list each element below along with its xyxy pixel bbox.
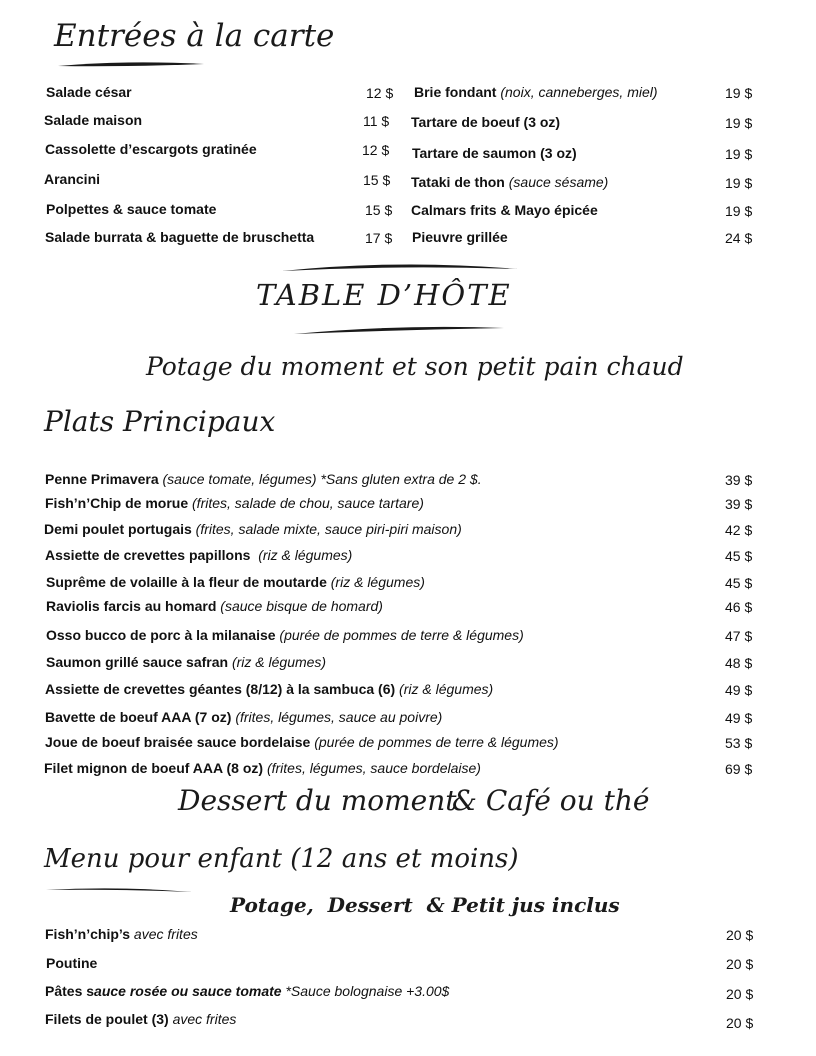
plat-name: Penne Primavera xyxy=(45,471,159,487)
plat-name: Raviolis farcis au homard xyxy=(46,598,217,614)
plat-name: Osso bucco de porc à la milanaise xyxy=(46,627,276,643)
plat-price: 39 $ xyxy=(725,472,753,488)
enfant-detail: avec frites xyxy=(130,926,198,942)
entree-name-text: Cassolette d’escargots gratinée xyxy=(45,141,257,157)
plat-price: 53 $ xyxy=(725,735,753,751)
plat-name: Assiette de crevettes géantes (8/12) à la sambuca (6) xyxy=(45,681,396,697)
entree-name-text: Tartare de saumon (3 oz) xyxy=(412,145,577,161)
entree-detail: (noix, canneberges, miel) xyxy=(500,84,658,100)
plat-item xyxy=(46,573,425,591)
plat-item xyxy=(46,653,326,671)
entree-name xyxy=(412,228,508,246)
cafe-text: & Café ou thé xyxy=(452,784,650,817)
entree-name xyxy=(411,113,560,131)
plat-detail: (sauce tomate, légumes) *Sans gluten extra de 2 $. xyxy=(158,471,482,487)
plat-detail: (frites, légumes, sauce bordelaise) xyxy=(263,760,481,776)
plat-price: 45 $ xyxy=(725,575,753,591)
enfant-name: Fish’n’chip’s xyxy=(45,926,131,942)
entree-name xyxy=(411,201,598,219)
enfant-price: 20 $ xyxy=(726,956,754,972)
entree-price: 19 $ xyxy=(725,115,753,131)
entree-price: 12 $ xyxy=(366,85,394,101)
entree-price: 19 $ xyxy=(725,203,753,219)
enfant-included: Potage, Dessert & Petit jus inclus xyxy=(230,893,620,917)
plat-price: 47 $ xyxy=(725,628,753,644)
dessert-text: Dessert du moment xyxy=(178,784,457,817)
plat-price: 42 $ xyxy=(725,522,753,538)
plat-name: Suprême de volaille à la fleur de moutarde xyxy=(46,574,327,590)
entree-name xyxy=(44,111,142,129)
plat-name: Demi poulet portugais xyxy=(44,521,192,537)
entree-detail: (sauce sésame) xyxy=(508,174,609,190)
plat-detail: (frites, légumes, sauce au poivre) xyxy=(231,709,443,725)
enfant-item xyxy=(45,1010,236,1028)
enfant-name-italic: auce rosée ou sauce tomate xyxy=(94,983,282,999)
enfant-item xyxy=(45,925,198,943)
entree-name xyxy=(44,170,100,188)
entree-name xyxy=(45,140,257,158)
entree-name-text: Brie fondant xyxy=(414,84,497,100)
plats-title: Plats Principaux xyxy=(44,405,276,438)
enfant-item xyxy=(45,982,449,1000)
plat-item xyxy=(45,546,352,564)
plat-name: Saumon grillé sauce safran xyxy=(46,654,229,670)
table-hote-soup: Potage du moment et son petit pain chaud xyxy=(146,352,684,381)
enfant-name: Filets de poulet (3) xyxy=(45,1011,169,1027)
entree-price: 15 $ xyxy=(365,202,393,218)
plat-detail: (riz & légumes) xyxy=(250,547,353,563)
enfant-item xyxy=(46,954,97,972)
entree-name-text: Tataki de thon xyxy=(411,174,505,190)
enfant-name: Pâtes s xyxy=(45,983,95,999)
plat-price: 39 $ xyxy=(725,496,753,512)
entree-price: 24 $ xyxy=(725,230,753,246)
plat-item xyxy=(45,733,559,751)
plat-price: 49 $ xyxy=(725,682,753,698)
entree-name-text: Salade maison xyxy=(44,112,143,128)
entree-name-text: Calmars frits & Mayo épicée xyxy=(411,202,598,218)
plat-name: Bavette de boeuf AAA (7 oz) xyxy=(45,709,232,725)
plat-detail: (riz & légumes) xyxy=(326,574,425,590)
plat-detail: (purée de pommes de terre & légumes) xyxy=(310,734,559,750)
plat-price: 45 $ xyxy=(725,548,753,564)
enfant-price: 20 $ xyxy=(726,986,754,1002)
entree-name xyxy=(46,83,132,101)
entree-name xyxy=(412,144,577,162)
plat-item xyxy=(45,680,493,698)
plat-name: Fish’n’Chip de morue xyxy=(45,495,189,511)
entree-price: 19 $ xyxy=(725,175,753,191)
enfant-title: Menu pour enfant (12 ans et moins) xyxy=(44,844,519,874)
plat-item xyxy=(45,494,424,512)
plat-item xyxy=(45,470,482,488)
entree-name-text: Salade burrata & baguette de bruschetta xyxy=(45,229,315,245)
entree-name-text: Pieuvre grillée xyxy=(412,229,508,245)
entree-price: 17 $ xyxy=(365,230,393,246)
entree-name-text: Salade césar xyxy=(46,84,132,100)
entrees-title-swash xyxy=(56,58,206,72)
enfant-price: 20 $ xyxy=(726,927,754,943)
plat-price: 48 $ xyxy=(725,655,753,671)
plat-name: Joue de boeuf braisée sauce bordelaise xyxy=(45,734,311,750)
plat-detail: (sauce bisque de homard) xyxy=(216,598,383,614)
enfant-name: Poutine xyxy=(46,955,98,971)
plat-price: 49 $ xyxy=(725,710,753,726)
entree-name-text: Polpettes & sauce tomate xyxy=(46,201,217,217)
enfant-detail: avec frites xyxy=(168,1011,237,1027)
plat-item xyxy=(44,759,481,777)
plat-detail: (frites, salade de chou, sauce tartare) xyxy=(188,495,424,511)
plat-detail: (riz & légumes) xyxy=(228,654,327,670)
table-hote-title: TABLE D’HÔTE xyxy=(256,278,512,312)
plat-item xyxy=(45,708,442,726)
entree-price: 12 $ xyxy=(362,142,390,158)
plat-detail: (purée de pommes de terre & légumes) xyxy=(275,627,524,643)
plat-item xyxy=(46,626,524,644)
enfant-price: 20 $ xyxy=(726,1015,754,1031)
plat-name: Assiette de crevettes papillons xyxy=(45,547,251,563)
entree-name xyxy=(411,173,608,191)
plat-item xyxy=(44,520,462,538)
entree-name xyxy=(45,228,314,246)
entree-price: 19 $ xyxy=(725,146,753,162)
plat-name: Filet mignon de boeuf AAA (8 oz) xyxy=(44,760,264,776)
entrees-title: Entrées à la carte xyxy=(54,18,335,54)
plat-detail: (riz & légumes) xyxy=(395,681,494,697)
table-hote-bottom-swash xyxy=(292,322,506,338)
plat-price: 46 $ xyxy=(725,599,753,615)
plat-detail: (frites, salade mixte, sauce piri-piri maison) xyxy=(191,521,462,537)
entree-name-text: Arancini xyxy=(44,171,101,187)
entree-price: 19 $ xyxy=(725,85,753,101)
entree-name-text: Tartare de boeuf (3 oz) xyxy=(411,114,561,130)
plat-price: 69 $ xyxy=(725,761,753,777)
entree-price: 11 $ xyxy=(363,113,390,129)
table-hote-top-swash xyxy=(280,259,520,275)
entree-name xyxy=(414,83,658,101)
enfant-note: *Sauce bolognaise +3.00$ xyxy=(281,983,450,999)
plat-item xyxy=(46,597,383,615)
entree-price: 15 $ xyxy=(363,172,391,188)
enfant-title-swash xyxy=(44,884,194,896)
entree-name xyxy=(46,200,216,218)
